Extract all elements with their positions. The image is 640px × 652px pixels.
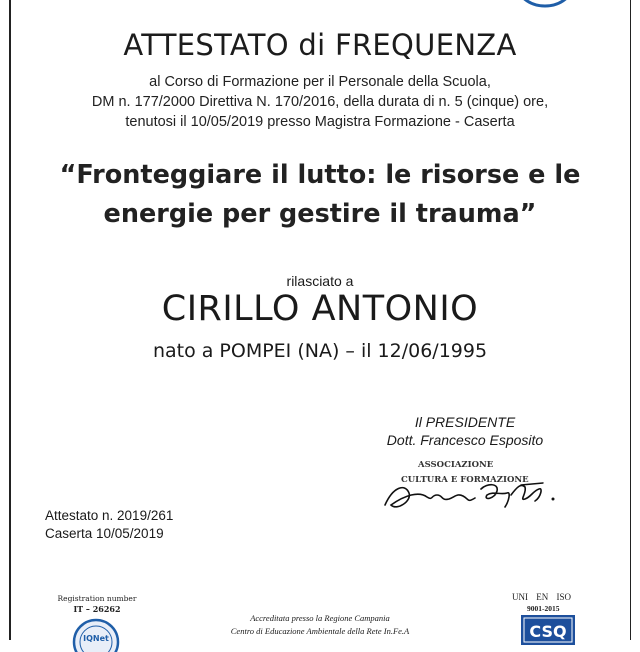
top-logo-icon xyxy=(514,0,576,8)
president-block xyxy=(375,413,555,449)
iqnet-label: IQNet xyxy=(83,634,109,643)
csq-certification-logo-icon xyxy=(521,615,575,645)
course-description-line-3: tenutosi il 10/05/2019 presso Magistra Formazione - Caserta xyxy=(125,114,515,130)
issued-to-label: rilasciato a xyxy=(286,273,354,289)
stamp-line-1: ASSOCIAZIONE xyxy=(418,460,494,470)
certificate-place-date: Caserta 10/05/2019 xyxy=(45,526,164,541)
president-role: Il PRESIDENTE xyxy=(414,414,516,430)
iso-standard-version: 9001-2015 xyxy=(527,604,560,613)
iso-standard-label: UNI EN ISO xyxy=(512,592,571,602)
accreditation-line-2: Centro di Educazione Ambientale della Rete In.Fe.A xyxy=(230,626,410,636)
recipient-name: CIRILLO ANTONIO xyxy=(161,289,479,329)
accreditation-line-1: Accreditata presso la Regione Campania xyxy=(250,613,390,623)
signature-icon xyxy=(375,465,565,521)
course-description-line-2: DM n. 177/2000 Direttiva N. 170/2016, della durata di n. 5 (cinque) ore, xyxy=(91,94,549,110)
recipient-birth-info: nato a POMPEI (NA) – il 12/06/1995 xyxy=(152,340,488,362)
csq-label: CSQ xyxy=(529,622,567,641)
document-title: ATTESTATO di FREQUENZA xyxy=(123,28,517,62)
stamp-line-2: CULTURA E FORMAZIONE xyxy=(401,475,529,485)
course-title-line-1: “Fronteggiare il lutto: le risorse e le xyxy=(59,160,581,190)
course-title-line-2: energie per gestire il trauma” xyxy=(103,199,537,229)
registration-number: IT – 26262 xyxy=(73,604,121,614)
course-description-line-1: al Corso di Formazione per il Personale della Scuola, xyxy=(149,74,491,90)
certificate-number: Attestato n. 2019/261 xyxy=(45,508,174,523)
president-name: Dott. Francesco Esposito xyxy=(386,432,544,448)
registration-label: Registration number xyxy=(57,594,137,603)
